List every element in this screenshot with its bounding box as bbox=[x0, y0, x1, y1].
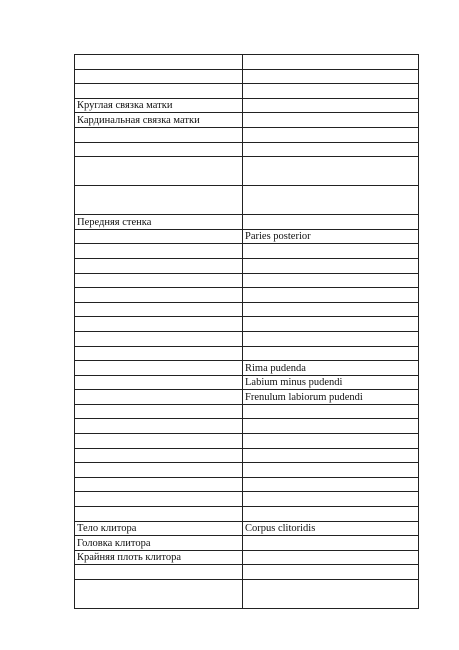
russian-term-cell[interactable] bbox=[75, 390, 243, 405]
latin-term-cell[interactable] bbox=[243, 157, 419, 186]
russian-term-cell[interactable] bbox=[75, 448, 243, 463]
russian-term-cell[interactable] bbox=[75, 84, 243, 99]
table-row bbox=[75, 84, 419, 99]
russian-term-cell[interactable]: Передняя стенка bbox=[75, 215, 243, 230]
table-row bbox=[75, 404, 419, 419]
table-row bbox=[75, 273, 419, 288]
latin-term-cell[interactable] bbox=[243, 273, 419, 288]
latin-term-cell[interactable] bbox=[243, 127, 419, 142]
table-row bbox=[75, 186, 419, 215]
table-row bbox=[75, 550, 419, 565]
latin-term-cell[interactable] bbox=[243, 550, 419, 565]
russian-term-cell[interactable] bbox=[75, 404, 243, 419]
latin-term-cell[interactable]: Labium minus pudendi bbox=[243, 375, 419, 390]
terms-table-body bbox=[75, 55, 419, 609]
latin-term-cell[interactable] bbox=[243, 288, 419, 303]
table-row bbox=[75, 69, 419, 84]
russian-term-cell[interactable] bbox=[75, 565, 243, 580]
russian-term-cell[interactable]: Тело клитора bbox=[75, 521, 243, 536]
russian-term-cell[interactable]: Крайняя плоть клитора bbox=[75, 550, 243, 565]
latin-term-cell[interactable] bbox=[243, 215, 419, 230]
latin-term-cell[interactable] bbox=[243, 98, 419, 113]
russian-term-cell[interactable] bbox=[75, 346, 243, 361]
latin-term-cell[interactable] bbox=[243, 448, 419, 463]
table-row bbox=[75, 492, 419, 507]
latin-term-cell[interactable] bbox=[243, 55, 419, 70]
latin-term-cell[interactable] bbox=[243, 244, 419, 259]
latin-term-cell[interactable]: Rima pudenda bbox=[243, 361, 419, 376]
table-row bbox=[75, 127, 419, 142]
table-row bbox=[75, 113, 419, 128]
table-row bbox=[75, 477, 419, 492]
table-row bbox=[75, 448, 419, 463]
table-row bbox=[75, 521, 419, 536]
table-row bbox=[75, 536, 419, 551]
table-row bbox=[75, 317, 419, 332]
latin-term-cell[interactable] bbox=[243, 142, 419, 157]
table-row bbox=[75, 507, 419, 522]
russian-term-cell[interactable] bbox=[75, 258, 243, 273]
latin-term-cell[interactable] bbox=[243, 186, 419, 215]
russian-term-cell[interactable] bbox=[75, 317, 243, 332]
russian-term-cell[interactable] bbox=[75, 229, 243, 244]
russian-term-cell[interactable] bbox=[75, 186, 243, 215]
russian-term-cell[interactable] bbox=[75, 463, 243, 478]
latin-term-cell[interactable] bbox=[243, 302, 419, 317]
russian-term-cell[interactable] bbox=[75, 244, 243, 259]
russian-term-cell[interactable] bbox=[75, 434, 243, 449]
russian-term-cell[interactable] bbox=[75, 492, 243, 507]
latin-term-cell[interactable]: Corpus clitoridis bbox=[243, 521, 419, 536]
russian-term-cell[interactable]: Круглая связка матки bbox=[75, 98, 243, 113]
russian-term-cell[interactable] bbox=[75, 580, 243, 609]
table-row bbox=[75, 258, 419, 273]
table-row bbox=[75, 434, 419, 449]
latin-term-cell[interactable] bbox=[243, 565, 419, 580]
table-row bbox=[75, 98, 419, 113]
latin-term-cell[interactable] bbox=[243, 113, 419, 128]
latin-term-cell[interactable] bbox=[243, 580, 419, 609]
latin-term-cell[interactable] bbox=[243, 492, 419, 507]
table-row bbox=[75, 288, 419, 303]
russian-term-cell[interactable] bbox=[75, 127, 243, 142]
latin-term-cell[interactable]: Paries posterior bbox=[243, 229, 419, 244]
russian-term-cell[interactable] bbox=[75, 69, 243, 84]
russian-term-cell[interactable] bbox=[75, 419, 243, 434]
russian-term-cell[interactable] bbox=[75, 361, 243, 376]
russian-term-cell[interactable] bbox=[75, 375, 243, 390]
table-row bbox=[75, 302, 419, 317]
latin-term-cell[interactable] bbox=[243, 404, 419, 419]
table-row bbox=[75, 580, 419, 609]
latin-term-cell[interactable] bbox=[243, 507, 419, 522]
latin-term-cell[interactable] bbox=[243, 419, 419, 434]
latin-term-cell[interactable] bbox=[243, 477, 419, 492]
russian-term-cell[interactable] bbox=[75, 273, 243, 288]
table-row bbox=[75, 463, 419, 478]
latin-term-cell[interactable] bbox=[243, 463, 419, 478]
table-row bbox=[75, 142, 419, 157]
table-row bbox=[75, 419, 419, 434]
table-row bbox=[75, 331, 419, 346]
russian-term-cell[interactable] bbox=[75, 142, 243, 157]
table-row bbox=[75, 215, 419, 230]
latin-term-cell[interactable] bbox=[243, 258, 419, 273]
latin-term-cell[interactable] bbox=[243, 84, 419, 99]
table-row bbox=[75, 157, 419, 186]
table-row bbox=[75, 55, 419, 70]
table-row bbox=[75, 565, 419, 580]
table-row bbox=[75, 346, 419, 361]
terms-table bbox=[74, 54, 419, 609]
table-row bbox=[75, 244, 419, 259]
russian-term-cell[interactable] bbox=[75, 55, 243, 70]
russian-term-cell[interactable] bbox=[75, 477, 243, 492]
table-row bbox=[75, 229, 419, 244]
russian-term-cell[interactable]: Головка клитора bbox=[75, 536, 243, 551]
table-row bbox=[75, 375, 419, 390]
latin-term-cell[interactable] bbox=[243, 346, 419, 361]
table-row bbox=[75, 361, 419, 376]
latin-term-cell[interactable] bbox=[243, 69, 419, 84]
table-row bbox=[75, 390, 419, 405]
latin-term-cell[interactable] bbox=[243, 536, 419, 551]
latin-term-cell[interactable] bbox=[243, 434, 419, 449]
russian-term-cell[interactable] bbox=[75, 302, 243, 317]
russian-term-cell[interactable] bbox=[75, 288, 243, 303]
latin-term-cell[interactable] bbox=[243, 331, 419, 346]
latin-term-cell[interactable]: Frenulum labiorum pudendi bbox=[243, 390, 419, 405]
russian-term-cell[interactable] bbox=[75, 331, 243, 346]
latin-term-cell[interactable] bbox=[243, 317, 419, 332]
russian-term-cell[interactable] bbox=[75, 157, 243, 186]
russian-term-cell[interactable]: Кардинальная связка матки bbox=[75, 113, 243, 128]
russian-term-cell[interactable] bbox=[75, 507, 243, 522]
